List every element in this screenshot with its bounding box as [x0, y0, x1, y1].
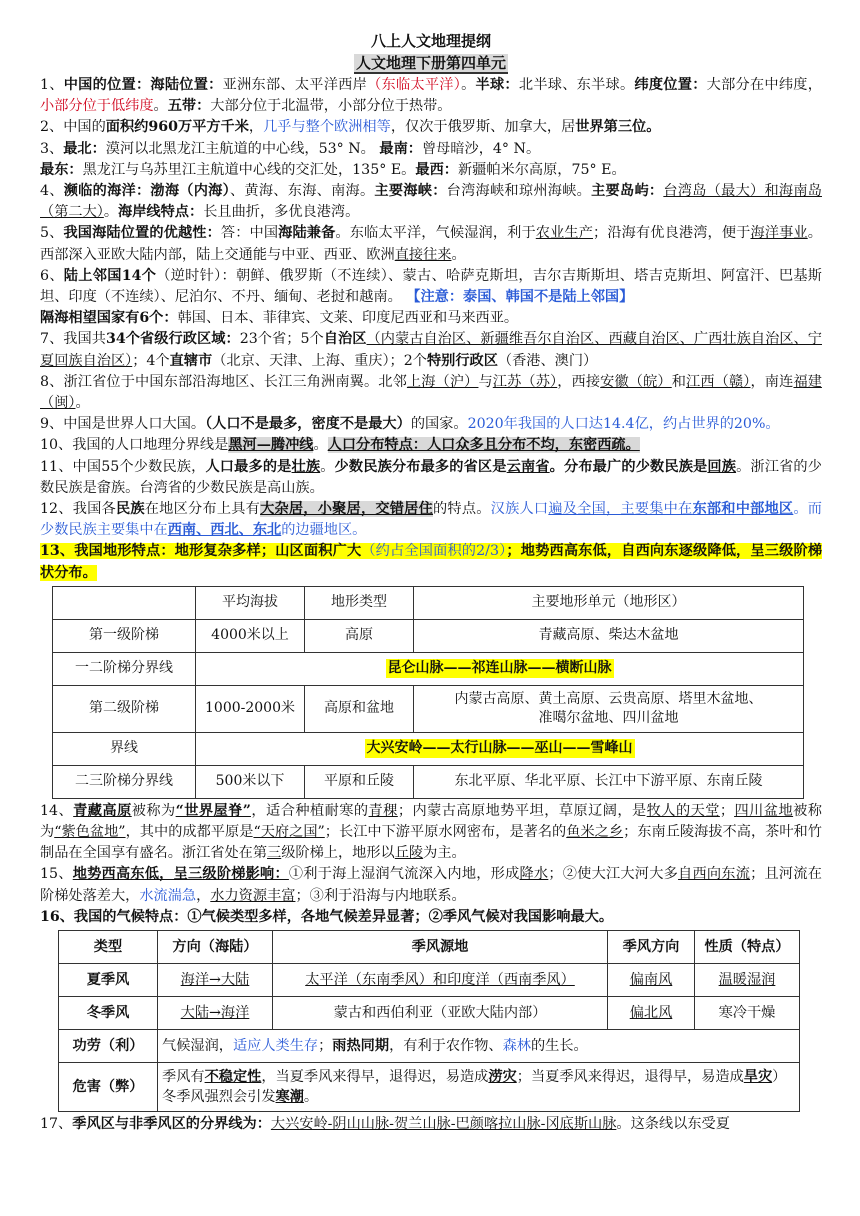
text: 。浙江省的少数民族是畲族。台湾省的少数民族是高山族。: [40, 458, 822, 496]
underlined-text: 上海（沪）: [406, 373, 479, 390]
blue-note: 几乎与整个欧洲相等: [263, 119, 391, 136]
keyword: 云南省: [506, 458, 550, 475]
table-cell: [158, 1063, 800, 1112]
underlined-text: 鱼米之乡: [566, 824, 624, 841]
keyword: 中国的位置：: [63, 77, 151, 93]
underlined-text: 降水: [519, 866, 549, 883]
blue-note: 。而少数民族主要集中在: [40, 501, 822, 539]
text: 被称为: [40, 802, 822, 841]
underlined-text: 三: [267, 845, 282, 862]
table-cell: 类型: [59, 931, 158, 964]
text: 。: [153, 98, 168, 115]
blue-note: 2020年我国的人口达14.4亿，约占世界的20%。: [467, 416, 780, 433]
table-cell: 4000米以上: [196, 619, 305, 652]
keyword: 最北：: [63, 140, 106, 157]
item-2-area: [40, 117, 822, 138]
text: 季风有: [162, 1069, 205, 1086]
item-9-population: [40, 414, 822, 435]
keyword: 濒临的海洋：渤海（内海）: [63, 183, 230, 200]
text: 长且曲折，多优良港湾。: [203, 204, 360, 221]
table-cell: 平均海拔: [196, 586, 305, 619]
text: ①利于海上湿润气流深入内地，形成: [288, 866, 520, 883]
item-4-seas: [40, 181, 822, 223]
table-cell: [158, 997, 273, 1030]
text: ，: [248, 119, 264, 136]
underlined-text: 江苏（苏）: [492, 373, 558, 390]
underlined-text: 青稞: [368, 802, 398, 819]
text: 。西部深入亚欧大陆内部，陆上交通能与中亚、西亚、欧洲: [40, 225, 822, 263]
text: 5、: [40, 225, 64, 242]
subtitle-text: 人文地理下册第四单元: [355, 54, 506, 72]
keyword: 海陆位置：: [150, 77, 223, 93]
underlined-text: 江西（赣）: [686, 373, 751, 390]
text: 。东临太平洋，气候湿润，利于: [335, 225, 536, 242]
underlined-text: 丘陵: [394, 845, 424, 862]
document-subtitle: [40, 52, 822, 75]
keyword: 回族: [707, 458, 737, 475]
keyword: 季风区与非季风区的分界线为：: [72, 1116, 271, 1133]
document-page: [40, 30, 822, 1135]
text: 6、: [40, 267, 64, 284]
text: 。: [451, 246, 466, 263]
text: 23个省；5个: [239, 331, 324, 348]
text: 在地区分布上具有: [144, 501, 261, 518]
keyword-highlight: 人口分布特点：人口众多且分布不均，东密西疏。: [327, 437, 640, 454]
table-row: [59, 964, 800, 997]
text: （逆时针）：朝鲜、俄罗斯（不连续）、蒙古、哈萨克斯坦，吉尔吉斯斯坦、塔吉克斯坦、阿富汗、巴基斯坦、印度（不连续）、尼泊尔、不丹、缅甸、老挝和越南。: [40, 267, 822, 306]
item-12-ethnic-distribution: [40, 499, 822, 541]
table-row: [59, 1063, 800, 1112]
underlined-text: （内蒙古自治区、新疆维吾尔自治区、西藏自治区、广西壮族自治区、宁夏回族自治区）: [40, 331, 822, 369]
text: 被称为: [131, 802, 176, 819]
cell-text: 偏北风: [629, 1005, 673, 1022]
text: 与: [478, 373, 493, 390]
text: 级阶梯上，地形以: [281, 845, 395, 862]
blue-note: （约占全国面积的2/3）: [361, 543, 507, 560]
keyword-highlight: ；地势西高东低，自西向东逐级降低，呈三级阶梯状分布。: [40, 543, 823, 581]
keyword: 涝灾: [488, 1069, 517, 1086]
text: 、黄海、东海、南海。: [229, 183, 375, 200]
table-cell: 500米以下: [196, 765, 305, 798]
item-8-zhejiang: [40, 372, 822, 414]
text: ，其中的成都平原是: [125, 824, 254, 841]
text: 14、: [40, 802, 74, 819]
item-11-minorities: [40, 457, 822, 499]
keyword: 最东：: [40, 161, 83, 178]
underlined-text: 水力资源丰富: [210, 887, 296, 904]
item-number: 1、: [40, 77, 64, 93]
table-row: [59, 1030, 800, 1063]
keyword: “世界屋脊”: [175, 802, 251, 819]
table-cell: [158, 1030, 800, 1063]
text: ，适合种植耐寒的: [250, 802, 369, 819]
keyword: 壮族: [291, 458, 321, 475]
text: ；当夏季风来得迟，退得早，易造成: [516, 1069, 744, 1086]
table-cell: [53, 586, 196, 619]
blue-note: 【注意：泰国、韩国不是陆上邻国】: [406, 289, 634, 306]
table-cell: [273, 964, 608, 997]
table-cell: 季风源地: [273, 931, 608, 964]
table-cell: 青藏高原、柴达木盆地: [414, 619, 804, 652]
red-note: 小部分位于低纬度: [40, 98, 154, 115]
text: 黑龙江与乌苏里江主航道中心线的交汇处，135° E。: [82, 161, 416, 178]
underlined-text: “紫色盆地”: [54, 824, 126, 841]
red-note: （东临太平洋）: [367, 77, 462, 93]
text: ，: [196, 887, 211, 904]
text: 的特点。: [433, 501, 491, 518]
keyword-highlight: 大杂居，小聚居，交错居住: [260, 501, 434, 518]
keyword: 最西：: [415, 161, 458, 178]
table-cell: 高原: [305, 619, 414, 652]
table-row: [53, 652, 804, 685]
keyword: 青藏高原: [73, 802, 132, 819]
text: ；内蒙古高原地势平坦，草原辽阔，是: [397, 802, 647, 819]
keyword: 直辖市: [169, 352, 213, 369]
blue-note: 西南、西北、东北: [167, 522, 282, 539]
blue-note: 东部和中部地区: [692, 501, 794, 518]
text: 大部分在中纬度，: [706, 77, 822, 93]
blue-note: 适应人类生存: [232, 1038, 319, 1055]
table-cell: [196, 732, 804, 765]
item-3-extremes-east-west: [40, 160, 822, 181]
text: 新疆帕米尔高原，75° E。: [457, 161, 626, 178]
text: ，有利于农作物、: [389, 1038, 503, 1055]
item-5-advantage: [40, 223, 822, 265]
text: 10、我国的人口地理分界线是: [40, 437, 229, 454]
item-13-terrain: [40, 541, 822, 583]
keyword: 五带：: [167, 98, 211, 115]
keyword: 我国海陆位置的优越性：: [63, 225, 221, 242]
blue-note: 遍及全国，主要集中在: [548, 501, 693, 518]
keyword: 主要海峡：: [374, 183, 447, 200]
table-cell: 界线: [53, 732, 196, 765]
table-cell: 地形类型: [305, 586, 414, 619]
blue-note: 森林: [502, 1038, 531, 1055]
text: ；长江中下游平原水网密布，是著名的: [324, 824, 567, 841]
text: ；③利于沿海与内地联系。: [295, 887, 466, 904]
text: 大部分位于北温带，小部分位于热带。: [210, 98, 452, 115]
table-cell: 一二阶梯分界线: [53, 652, 196, 685]
text: 。: [461, 77, 476, 93]
text: 。: [320, 458, 335, 475]
text: 韩国、日本、菲律宾、文莱、印度尼西亚和马来西亚。: [177, 310, 519, 327]
text: ，西接: [557, 373, 601, 390]
underlined-text: 安徽（皖）: [600, 373, 672, 390]
item-16-climate: [40, 907, 822, 928]
text: 北半球、东半球。: [518, 77, 635, 93]
text: 台湾海峡和琼州海峡。: [446, 183, 592, 200]
table-cell: 高原和盆地: [305, 685, 414, 732]
table-row: [59, 931, 800, 964]
text: 4、: [40, 183, 64, 200]
text: 漠河以北黑龙江主航道的中心线，53° N。: [105, 140, 380, 157]
table-row: [53, 619, 804, 652]
cell-text: 大陆→海洋: [180, 1005, 250, 1022]
text: （北京、天津、上海、重庆）；2个: [212, 352, 427, 369]
table-cell: 蒙古和西伯利亚（亚欧大陆内部）: [273, 997, 608, 1030]
underlined-text: 台湾岛（最大）和海南岛（第二大）: [40, 183, 822, 221]
keyword: 民族: [115, 501, 145, 518]
underlined-text: 福建（闽）: [40, 373, 822, 412]
text: 。: [303, 1089, 319, 1106]
keyword: 半球：: [475, 77, 519, 93]
table-cell: 二三阶梯分界线: [53, 765, 196, 798]
underlined-text: 大兴安岭-阴山山脉-贺兰山脉-巴颜喀拉山脉-冈底斯山脉: [270, 1116, 617, 1133]
text: 12、我国各: [40, 501, 116, 518]
item-15-terrain-effects: [40, 864, 822, 906]
keyword: 主要岛屿：: [591, 183, 664, 200]
text: 。: [313, 437, 328, 454]
item-7-provinces: [40, 329, 822, 371]
text: 的国家。: [410, 416, 468, 433]
item-17-monsoon-boundary: [40, 1114, 822, 1135]
item-10-population-line: [40, 435, 822, 456]
table-row: [53, 732, 804, 765]
underlined-text: 海洋事业: [750, 225, 808, 242]
keyword: 。分布最广的少数民族是: [549, 458, 708, 475]
keyword: 隔海相望国家有6个：: [40, 310, 178, 327]
table-cell: [608, 964, 695, 997]
keyword: 地势西高东低，呈三级阶梯影响：: [72, 866, 289, 883]
text: ；沿海有优良港湾，便于: [593, 225, 751, 242]
underlined-text: 农业生产: [535, 225, 594, 242]
item-3-extremes: [40, 139, 822, 160]
keyword: 16、我国的气候特点：①气候类型多样，各地气候差异显著；②季风气候对我国影响最大。: [40, 908, 614, 925]
table-cell: 冬季风: [59, 997, 158, 1030]
keyword: （人口不是最多，密度不是最大）: [205, 416, 411, 433]
text: 为主。: [423, 845, 466, 862]
item-6-sea-neighbors: [40, 308, 822, 329]
cell-text: 温暖湿润: [718, 972, 776, 989]
text: ，南连: [750, 373, 794, 390]
table-cell: 主要地形单元（地形区）: [414, 586, 804, 619]
text: 17、: [40, 1116, 73, 1133]
underlined-text: 自西向东流: [678, 866, 751, 883]
keyword: 海陆兼备: [278, 225, 336, 242]
monsoon-table: [58, 930, 800, 1112]
table-row: [53, 765, 804, 798]
table-cell: 1000-2000米: [196, 685, 305, 732]
text: 亚洲东部、太平洋西岸: [222, 77, 368, 93]
table-cell: [695, 964, 800, 997]
text: ；且河流在阶梯处落差大，: [40, 866, 822, 904]
keyword: 面积约960万平方千米: [105, 119, 249, 136]
boundary-line-text: 昆仑山脉——祁连山脉——横断山脉: [387, 660, 612, 677]
text: 曾母暗沙，4° N。: [421, 140, 541, 157]
table-row: [53, 586, 804, 619]
text: ；4个: [132, 352, 170, 369]
text: 8、浙江省位于中国东部沿海地区、长江三角洲南翼。北邻: [40, 373, 407, 390]
table-cell: 方向（海陆）: [158, 931, 273, 964]
item-1-location: [40, 75, 822, 117]
text: 气候湿润，: [162, 1038, 233, 1055]
keyword: 纬度位置：: [634, 77, 707, 93]
table-cell: [608, 997, 695, 1030]
table-cell: 平原和丘陵: [305, 765, 414, 798]
text: 2、中国的: [40, 119, 106, 136]
text: ；东南丘陵海拔不高，茶叶和竹制品在全国享有盛名。浙江省处在第: [40, 824, 822, 862]
underlined-text: 牧人的天堂: [646, 802, 720, 819]
keyword-highlight: 黑河—腾冲线: [228, 437, 314, 454]
text: ；: [318, 1038, 333, 1055]
table-cell: 第一级阶梯: [53, 619, 196, 652]
table-cell: 夏季风: [59, 964, 158, 997]
item-14-landforms: [40, 801, 822, 865]
keyword: 陆上邻国14个: [63, 267, 157, 284]
table-cell: 寒冷干燥: [695, 997, 800, 1030]
keyword-highlight: 13、我国地形特点：地形复杂多样；山区面积广大: [40, 543, 362, 560]
keyword: 少数民族分布最多的省区是: [334, 458, 507, 475]
table-cell: [196, 652, 804, 685]
keyword: 世界第三位。: [575, 119, 661, 136]
keyword: 旱灾: [743, 1069, 773, 1086]
keyword: 雨热同期: [332, 1038, 390, 1055]
text: 答：中国: [220, 225, 279, 242]
text: 7、我国共: [40, 331, 107, 348]
text: ；②使大江大河大多: [548, 866, 679, 883]
text: ，仅次于俄罗斯、加拿大，居: [390, 119, 576, 136]
document-title: 八上人文地理提纲: [370, 32, 491, 50]
table-row: [59, 997, 800, 1030]
keyword: 海岸线特点：: [118, 204, 204, 221]
underlined-text: 直接往来: [394, 246, 452, 263]
text: （香港、澳门）: [497, 352, 598, 369]
text: 11、中国55个少数民族，: [40, 458, 206, 475]
table-row: [53, 685, 804, 732]
text: 3、: [40, 140, 64, 157]
underlined-text: “天府之国”: [253, 824, 325, 841]
keyword: 自治区: [323, 331, 367, 348]
cell-text: 海洋→大陆: [180, 972, 250, 989]
text: 9、中国是世界人口大国。: [40, 416, 206, 433]
keyword: 不稳定性: [204, 1069, 262, 1086]
keyword: 人口最多的是: [205, 458, 292, 475]
table-cell: 第二级阶梯: [53, 685, 196, 732]
boundary-line-text: 大兴安岭——太行山脉——巫山——雪峰山: [366, 740, 633, 757]
blue-note: 的边疆地区。: [281, 522, 367, 539]
keyword: 34个省级行政区域：: [106, 331, 240, 348]
cell-text: 太平洋（东南季风）和印度洋（西南季风）: [305, 972, 575, 989]
cell-text: 偏南风: [629, 972, 673, 989]
table-cell: 性质（特点）: [695, 931, 800, 964]
table-cell: 季风方向: [608, 931, 695, 964]
keyword: 特别行政区: [426, 352, 498, 369]
text: 的生长。: [530, 1038, 588, 1055]
table-cell: 内蒙古高原、黄土高原、云贵高原、塔里木盆地、准噶尔盆地、四川盆地: [414, 685, 804, 732]
text: 和: [671, 373, 687, 390]
text: ；: [719, 802, 735, 819]
text: ）冬季风强烈会引发: [162, 1069, 787, 1106]
table-cell: 危害（弊）: [59, 1063, 158, 1112]
text: 。这条线以东受夏: [616, 1116, 730, 1133]
blue-note: 汉族人口: [490, 501, 549, 518]
text: 15、: [40, 866, 73, 883]
keyword: 寒潮: [275, 1089, 304, 1106]
table-cell: 功劳（利）: [59, 1030, 158, 1063]
terrain-table: [52, 586, 804, 799]
table-cell: [158, 964, 273, 997]
text: 。: [75, 395, 90, 412]
text: 。: [103, 204, 119, 221]
table-cell: 东北平原、华北平原、长江中下游平原、东南丘陵: [414, 765, 804, 798]
blue-note: 水流湍急: [139, 887, 197, 904]
item-6-neighbors: [40, 266, 822, 308]
keyword: 最南：: [379, 140, 422, 157]
text: ，当夏季风来得早，退得迟，易造成: [261, 1069, 489, 1086]
underlined-text: 四川盆地: [734, 802, 794, 819]
